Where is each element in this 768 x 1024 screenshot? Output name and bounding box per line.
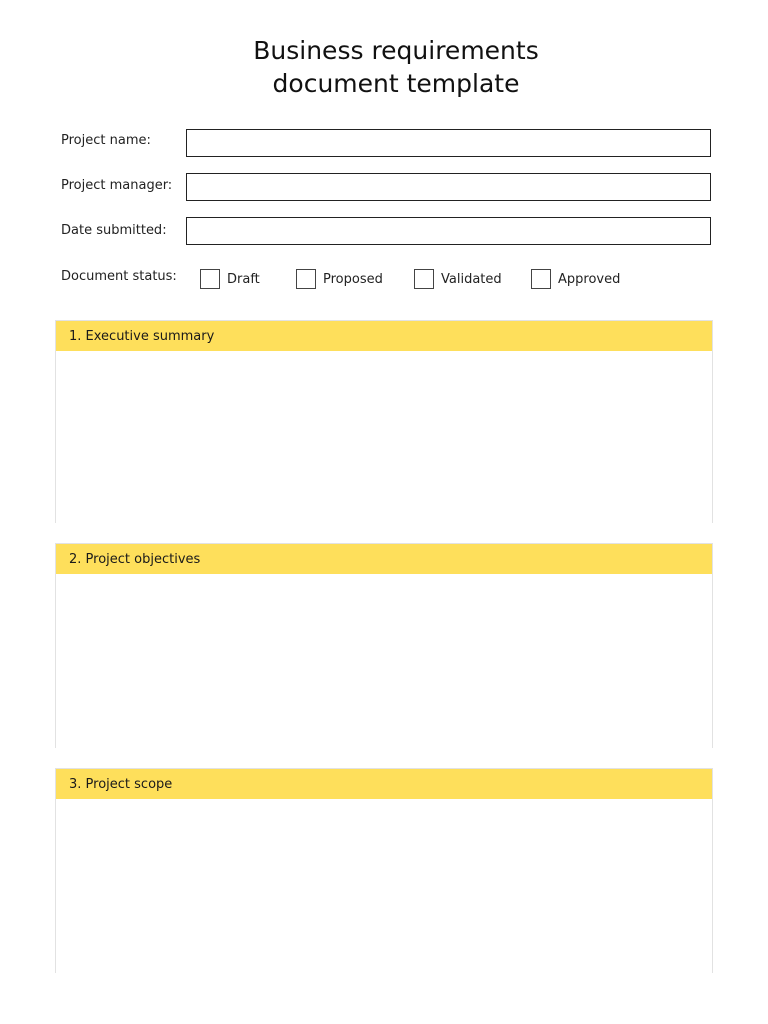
title-line-2: document template (272, 69, 520, 98)
page-title (0, 34, 768, 100)
validated-label: Validated (441, 271, 502, 287)
project-manager-label: Project manager: (61, 178, 173, 193)
proposed-label: Proposed (323, 271, 383, 287)
date-submitted-field[interactable] (186, 217, 711, 245)
project-name-label: Project name: (61, 133, 151, 148)
status-option-proposed[interactable] (296, 268, 383, 290)
section-header: 1. Executive summary (56, 321, 712, 351)
section-header: 2. Project objectives (56, 544, 712, 574)
project-manager-field[interactable] (186, 173, 711, 201)
draft-label: Draft (227, 271, 260, 287)
approved-label: Approved (558, 271, 621, 287)
section-project-objectives (55, 543, 713, 748)
document-status-label: Document status: (61, 269, 177, 284)
draft-checkbox[interactable] (200, 269, 220, 289)
validated-checkbox[interactable] (414, 269, 434, 289)
status-option-validated[interactable] (414, 268, 502, 290)
project-objectives-text-area[interactable] (56, 574, 712, 748)
section-executive-summary (55, 320, 713, 523)
proposed-checkbox[interactable] (296, 269, 316, 289)
date-submitted-label: Date submitted: (61, 223, 167, 238)
title-line-1: Business requirements (253, 36, 539, 65)
approved-checkbox[interactable] (531, 269, 551, 289)
section-project-scope (55, 768, 713, 973)
project-name-field[interactable] (186, 129, 711, 157)
section-header: 3. Project scope (56, 769, 712, 799)
status-option-approved[interactable] (531, 268, 620, 290)
status-option-draft[interactable] (200, 268, 260, 290)
project-scope-text-area[interactable] (56, 799, 712, 973)
executive-summary-text-area[interactable] (56, 351, 712, 523)
